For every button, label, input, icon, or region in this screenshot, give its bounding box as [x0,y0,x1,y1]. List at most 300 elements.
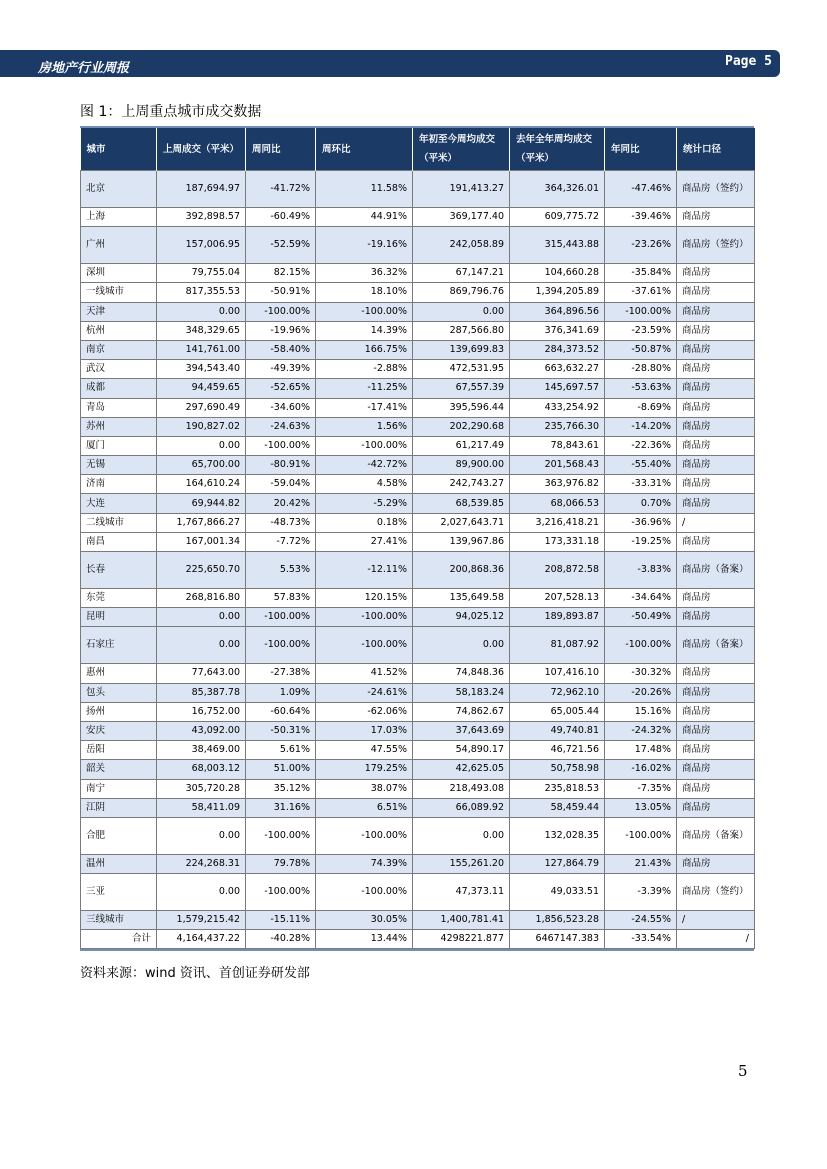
cell-yoy-year: -23.59% [605,321,677,340]
cell-yoy-year: -3.39% [605,874,677,911]
cell-yoy-year: -3.83% [605,552,677,589]
cell-city: 南昌 [81,532,157,551]
cell-stat-basis: 商品房 [677,741,755,760]
cell-yoy-year: -55.40% [605,456,677,475]
cell-yoy-year: 0.70% [605,494,677,513]
table-row [81,360,755,379]
cell-last-week-volume: 0.00 [157,436,246,455]
cell-wow: -100.00% [316,627,413,664]
cell-yoy-week: -100.00% [246,436,316,455]
cell-last-year-avg: 433,254.92 [510,398,605,417]
cell-wow: 27.41% [316,532,413,551]
cell-last-week-volume: 225,650.70 [157,552,246,589]
cell-ytd-avg: 0.00 [413,817,510,854]
cell-last-year-avg: 6467147.383 [510,930,605,949]
cell-city: 杭州 [81,321,157,340]
cell-ytd-avg: 139,699.83 [413,340,510,359]
cell-yoy-year: -100.00% [605,817,677,854]
cell-stat-basis: 商品房 [677,475,755,494]
cell-stat-basis: 商品房 [677,532,755,551]
cell-wow: -100.00% [316,817,413,854]
cell-last-week-volume: 190,827.02 [157,417,246,436]
cell-yoy-week: -60.49% [246,208,316,227]
table-row [81,854,755,873]
cell-ytd-avg: 242,058.89 [413,227,510,264]
cell-stat-basis: 商品房 [677,456,755,475]
cell-ytd-avg: 395,596.44 [413,398,510,417]
cell-city: 扬州 [81,702,157,721]
cell-ytd-avg: 369,177.40 [413,208,510,227]
cell-wow: -62.06% [316,702,413,721]
cell-last-week-volume: 38,469.00 [157,741,246,760]
cell-stat-basis: 商品房 [677,398,755,417]
table-row [81,664,755,683]
cell-yoy-year: -35.84% [605,264,677,283]
cell-stat-basis: 商品房 [677,302,755,321]
cell-ytd-avg: 42,625.05 [413,760,510,779]
cell-wow: 41.52% [316,664,413,683]
cell-yoy-year: -23.26% [605,227,677,264]
cell-wow: 47.55% [316,741,413,760]
cell-city: 江阴 [81,798,157,817]
cell-stat-basis: / [677,930,755,949]
cell-stat-basis: 商品房 [677,608,755,627]
cell-yoy-year: 21.43% [605,854,677,873]
table-body [81,171,755,949]
cell-yoy-year: 13.05% [605,798,677,817]
cell-wow: 6.51% [316,798,413,817]
cell-yoy-week: -52.65% [246,379,316,398]
cell-city: 天津 [81,302,157,321]
cell-yoy-year: -7.35% [605,779,677,798]
cell-wow: 18.10% [316,283,413,302]
cell-city: 二线城市 [81,513,157,532]
cell-last-week-volume: 0.00 [157,302,246,321]
cell-stat-basis: / [677,911,755,930]
cell-stat-basis: 商品房 [677,208,755,227]
cell-yoy-year: -8.69% [605,398,677,417]
cell-city: 三线城市 [81,911,157,930]
cell-wow: -24.61% [316,683,413,702]
cell-yoy-week: -60.64% [246,702,316,721]
cell-city: 韶关 [81,760,157,779]
cell-city: 南京 [81,340,157,359]
cell-wow: -17.41% [316,398,413,417]
cell-yoy-week: -24.63% [246,417,316,436]
cell-yoy-year: -16.02% [605,760,677,779]
cell-ytd-avg: 191,413.27 [413,171,510,208]
cell-city: 三亚 [81,874,157,911]
cell-yoy-year: -100.00% [605,627,677,664]
table-row [81,741,755,760]
cell-yoy-year: 15.16% [605,702,677,721]
cell-yoy-year: 17.48% [605,741,677,760]
cell-yoy-year: -19.25% [605,532,677,551]
cell-city: 武汉 [81,360,157,379]
cell-ytd-avg: 4298221.877 [413,930,510,949]
header-wow: 周环比 [316,128,413,171]
cell-last-week-volume: 94,459.65 [157,379,246,398]
cell-last-year-avg: 1,856,523.28 [510,911,605,930]
cell-stat-basis: 商品房 [677,721,755,740]
cell-last-year-avg: 235,766.30 [510,417,605,436]
cell-wow: -100.00% [316,302,413,321]
cell-last-week-volume: 164,610.24 [157,475,246,494]
cell-city: 成都 [81,379,157,398]
cell-wow: 30.05% [316,911,413,930]
table-row [81,475,755,494]
cell-last-week-volume: 392,898.57 [157,208,246,227]
header-yoy-year: 年同比 [605,128,677,171]
cell-city: 苏州 [81,417,157,436]
cell-yoy-year: -28.80% [605,360,677,379]
cell-wow: 74.39% [316,854,413,873]
cell-last-week-volume: 305,720.28 [157,779,246,798]
cell-stat-basis: / [677,513,755,532]
cell-wow: 1.56% [316,417,413,436]
cell-wow: -11.25% [316,379,413,398]
cell-yoy-week: 57.83% [246,589,316,608]
table-row [81,513,755,532]
cell-ytd-avg: 472,531.95 [413,360,510,379]
cell-last-year-avg: 46,721.56 [510,741,605,760]
cell-wow: 13.44% [316,930,413,949]
table-row [81,608,755,627]
cell-city: 温州 [81,854,157,873]
cell-last-year-avg: 49,033.51 [510,874,605,911]
cell-yoy-week: -80.91% [246,456,316,475]
cell-ytd-avg: 74,862.67 [413,702,510,721]
cell-last-week-volume: 68,003.12 [157,760,246,779]
cell-ytd-avg: 74,848.36 [413,664,510,683]
cell-stat-basis: 商品房（备案） [677,627,755,664]
cell-last-week-volume: 58,411.09 [157,798,246,817]
header-last-year-avg: 去年全年周均成交（平米） [510,128,605,171]
cell-yoy-week: 31.16% [246,798,316,817]
cell-last-week-volume: 0.00 [157,608,246,627]
cell-stat-basis: 商品房（签约） [677,227,755,264]
cell-yoy-week: -15.11% [246,911,316,930]
cell-yoy-week: 51.00% [246,760,316,779]
cell-last-week-volume: 817,355.53 [157,283,246,302]
table-row [81,911,755,930]
cell-yoy-year: -50.49% [605,608,677,627]
cell-last-year-avg: 363,976.82 [510,475,605,494]
cell-yoy-year: -50.87% [605,340,677,359]
cell-yoy-year: -39.46% [605,208,677,227]
cell-last-year-avg: 364,896.56 [510,302,605,321]
cell-last-year-avg: 68,066.53 [510,494,605,513]
header-stat-basis: 统计口径 [677,128,755,171]
cell-last-year-avg: 284,373.52 [510,340,605,359]
cell-yoy-week: -100.00% [246,627,316,664]
cell-city: 昆明 [81,608,157,627]
cell-city: 广州 [81,227,157,264]
cell-last-year-avg: 376,341.69 [510,321,605,340]
cell-yoy-week: -52.59% [246,227,316,264]
cell-yoy-week: -100.00% [246,874,316,911]
cell-yoy-year: -36.96% [605,513,677,532]
cell-yoy-week: 1.09% [246,683,316,702]
cell-last-week-volume: 224,268.31 [157,854,246,873]
cell-city: 济南 [81,475,157,494]
cell-yoy-year: -30.32% [605,664,677,683]
page-number: 5 [738,1062,748,1080]
cell-stat-basis: 商品房（签约） [677,874,755,911]
cell-ytd-avg: 54,890.17 [413,741,510,760]
cell-last-week-volume: 187,694.97 [157,171,246,208]
cell-last-week-volume: 85,387.78 [157,683,246,702]
cell-stat-basis: 商品房 [677,683,755,702]
cell-city: 南宁 [81,779,157,798]
cell-stat-basis: 商品房 [677,494,755,513]
cell-yoy-week: -48.73% [246,513,316,532]
cell-yoy-week: -19.96% [246,321,316,340]
cell-city: 合计 [81,930,157,949]
table-row [81,227,755,264]
cell-ytd-avg: 155,261.20 [413,854,510,873]
cell-city: 长春 [81,552,157,589]
cell-stat-basis: 商品房 [677,664,755,683]
cell-last-year-avg: 132,028.35 [510,817,605,854]
cell-yoy-week: 82.15% [246,264,316,283]
cell-stat-basis: 商品房（备案） [677,817,755,854]
cell-yoy-week: -40.28% [246,930,316,949]
cell-yoy-year: -20.26% [605,683,677,702]
cell-wow: 166.75% [316,340,413,359]
cell-last-week-volume: 43,092.00 [157,721,246,740]
cell-ytd-avg: 47,373.11 [413,874,510,911]
header-bar [0,50,780,77]
report-title: 房地产行业周报 [38,61,130,76]
cell-yoy-week: -58.40% [246,340,316,359]
table-row [81,532,755,551]
cell-wow: 14.39% [316,321,413,340]
table-row [81,208,755,227]
cell-last-week-volume: 0.00 [157,627,246,664]
cell-yoy-week: -49.39% [246,360,316,379]
cell-yoy-week: -50.31% [246,721,316,740]
table-row [81,436,755,455]
table-row [81,817,755,854]
cell-yoy-week: -34.60% [246,398,316,417]
cell-last-year-avg: 364,326.01 [510,171,605,208]
cell-last-year-avg: 208,872.58 [510,552,605,589]
cell-yoy-week: -100.00% [246,608,316,627]
cell-city: 安庆 [81,721,157,740]
cell-yoy-year: -53.63% [605,379,677,398]
table-header-row [81,128,755,171]
cell-wow: 44.91% [316,208,413,227]
cell-city: 厦门 [81,436,157,455]
cell-yoy-week: -7.72% [246,532,316,551]
cell-last-year-avg: 58,459.44 [510,798,605,817]
cell-yoy-year: -33.54% [605,930,677,949]
cell-last-week-volume: 0.00 [157,817,246,854]
table-row [81,702,755,721]
cell-yoy-year: -47.46% [605,171,677,208]
cell-yoy-year: -33.31% [605,475,677,494]
cell-stat-basis: 商品房 [677,264,755,283]
table-row [81,321,755,340]
city-transaction-table [80,128,755,949]
cell-yoy-year: -100.00% [605,302,677,321]
cell-ytd-avg: 67,557.39 [413,379,510,398]
cell-last-year-avg: 189,893.87 [510,608,605,627]
cell-yoy-year: -24.55% [605,911,677,930]
header-last-week-volume: 上周成交（平米） [157,128,246,171]
cell-stat-basis: 商品房 [677,360,755,379]
cell-yoy-week: -41.72% [246,171,316,208]
cell-last-week-volume: 69,944.82 [157,494,246,513]
table-row [81,264,755,283]
cell-ytd-avg: 2,027,643.71 [413,513,510,532]
cell-last-week-volume: 65,700.00 [157,456,246,475]
cell-ytd-avg: 37,643.69 [413,721,510,740]
table-row [81,589,755,608]
cell-city: 惠州 [81,664,157,683]
cell-stat-basis: 商品房 [677,283,755,302]
cell-city: 岳阳 [81,741,157,760]
cell-last-year-avg: 72,962.10 [510,683,605,702]
cell-last-year-avg: 315,443.88 [510,227,605,264]
cell-last-year-avg: 78,843.61 [510,436,605,455]
cell-wow: -19.16% [316,227,413,264]
cell-last-year-avg: 81,087.92 [510,627,605,664]
cell-yoy-year: -37.61% [605,283,677,302]
cell-stat-basis: 商品房 [677,798,755,817]
cell-wow: 0.18% [316,513,413,532]
cell-wow: -42.72% [316,456,413,475]
header-yoy-week: 周同比 [246,128,316,171]
cell-city: 青岛 [81,398,157,417]
cell-ytd-avg: 1,400,781.41 [413,911,510,930]
table-row [81,302,755,321]
cell-city: 一线城市 [81,283,157,302]
figure-title: 图 1：上周重点城市成交数据 [80,104,262,120]
cell-stat-basis: 商品房 [677,760,755,779]
cell-stat-basis: 商品房 [677,340,755,359]
cell-ytd-avg: 0.00 [413,627,510,664]
cell-ytd-avg: 58,183.24 [413,683,510,702]
cell-last-week-volume: 16,752.00 [157,702,246,721]
cell-yoy-week: -59.04% [246,475,316,494]
cell-stat-basis: 商品房（备案） [677,552,755,589]
cell-last-year-avg: 65,005.44 [510,702,605,721]
cell-ytd-avg: 200,868.36 [413,552,510,589]
table-total-row [81,930,755,949]
table-row [81,379,755,398]
table-row [81,874,755,911]
cell-wow: 38.07% [316,779,413,798]
cell-last-week-volume: 79,755.04 [157,264,246,283]
table-row [81,683,755,702]
cell-last-year-avg: 145,697.57 [510,379,605,398]
cell-stat-basis: 商品房 [677,417,755,436]
cell-wow: -100.00% [316,608,413,627]
cell-last-week-volume: 4,164,437.22 [157,930,246,949]
cell-stat-basis: 商品房 [677,321,755,340]
cell-ytd-avg: 68,539.85 [413,494,510,513]
cell-city: 东莞 [81,589,157,608]
cell-ytd-avg: 67,147.21 [413,264,510,283]
cell-wow: 120.15% [316,589,413,608]
table-row [81,171,755,208]
cell-city: 合肥 [81,817,157,854]
table-row [81,627,755,664]
table-row [81,398,755,417]
table-row [81,552,755,589]
header-ytd-avg: 年初至今周均成交（平米） [413,128,510,171]
cell-stat-basis: 商品房 [677,589,755,608]
cell-last-year-avg: 235,818.53 [510,779,605,798]
table-row [81,340,755,359]
cell-stat-basis: 商品房 [677,436,755,455]
cell-wow: -2.88% [316,360,413,379]
cell-last-week-volume: 348,329.65 [157,321,246,340]
cell-last-week-volume: 167,001.34 [157,532,246,551]
cell-stat-basis: 商品房（签约） [677,171,755,208]
cell-ytd-avg: 869,796.76 [413,283,510,302]
table-row [81,760,755,779]
cell-wow: -100.00% [316,874,413,911]
cell-last-week-volume: 141,761.00 [157,340,246,359]
cell-yoy-week: 79.78% [246,854,316,873]
cell-wow: 17.03% [316,721,413,740]
cell-ytd-avg: 89,900.00 [413,456,510,475]
cell-ytd-avg: 139,967.86 [413,532,510,551]
cell-stat-basis: 商品房 [677,379,755,398]
data-table-container [80,126,754,951]
cell-yoy-week: -100.00% [246,817,316,854]
cell-last-week-volume: 157,006.95 [157,227,246,264]
cell-wow: -100.00% [316,436,413,455]
cell-stat-basis: 商品房 [677,779,755,798]
cell-yoy-year: -24.32% [605,721,677,740]
cell-last-week-volume: 297,690.49 [157,398,246,417]
cell-yoy-week: 20.42% [246,494,316,513]
cell-last-week-volume: 394,543.40 [157,360,246,379]
cell-ytd-avg: 94,025.12 [413,608,510,627]
cell-last-year-avg: 127,864.79 [510,854,605,873]
cell-yoy-week: 5.61% [246,741,316,760]
cell-ytd-avg: 66,089.92 [413,798,510,817]
cell-last-year-avg: 49,740.81 [510,721,605,740]
cell-wow: -12.11% [316,552,413,589]
cell-last-year-avg: 663,632.27 [510,360,605,379]
cell-ytd-avg: 242,743.27 [413,475,510,494]
table-row [81,417,755,436]
cell-ytd-avg: 202,290.68 [413,417,510,436]
cell-last-year-avg: 1,394,205.89 [510,283,605,302]
cell-yoy-year: -34.64% [605,589,677,608]
cell-city: 包头 [81,683,157,702]
table-row [81,798,755,817]
cell-yoy-week: -50.91% [246,283,316,302]
cell-last-year-avg: 201,568.43 [510,456,605,475]
cell-last-year-avg: 50,758.98 [510,760,605,779]
cell-last-week-volume: 268,816.80 [157,589,246,608]
cell-last-year-avg: 104,660.28 [510,264,605,283]
table-row [81,721,755,740]
cell-city: 北京 [81,171,157,208]
cell-last-year-avg: 173,331.18 [510,532,605,551]
cell-last-week-volume: 77,643.00 [157,664,246,683]
cell-last-year-avg: 609,775.72 [510,208,605,227]
cell-last-year-avg: 3,216,418.21 [510,513,605,532]
cell-yoy-year: -14.20% [605,417,677,436]
source-note: 资料来源：wind 资讯、首创证券研发部 [80,966,310,981]
